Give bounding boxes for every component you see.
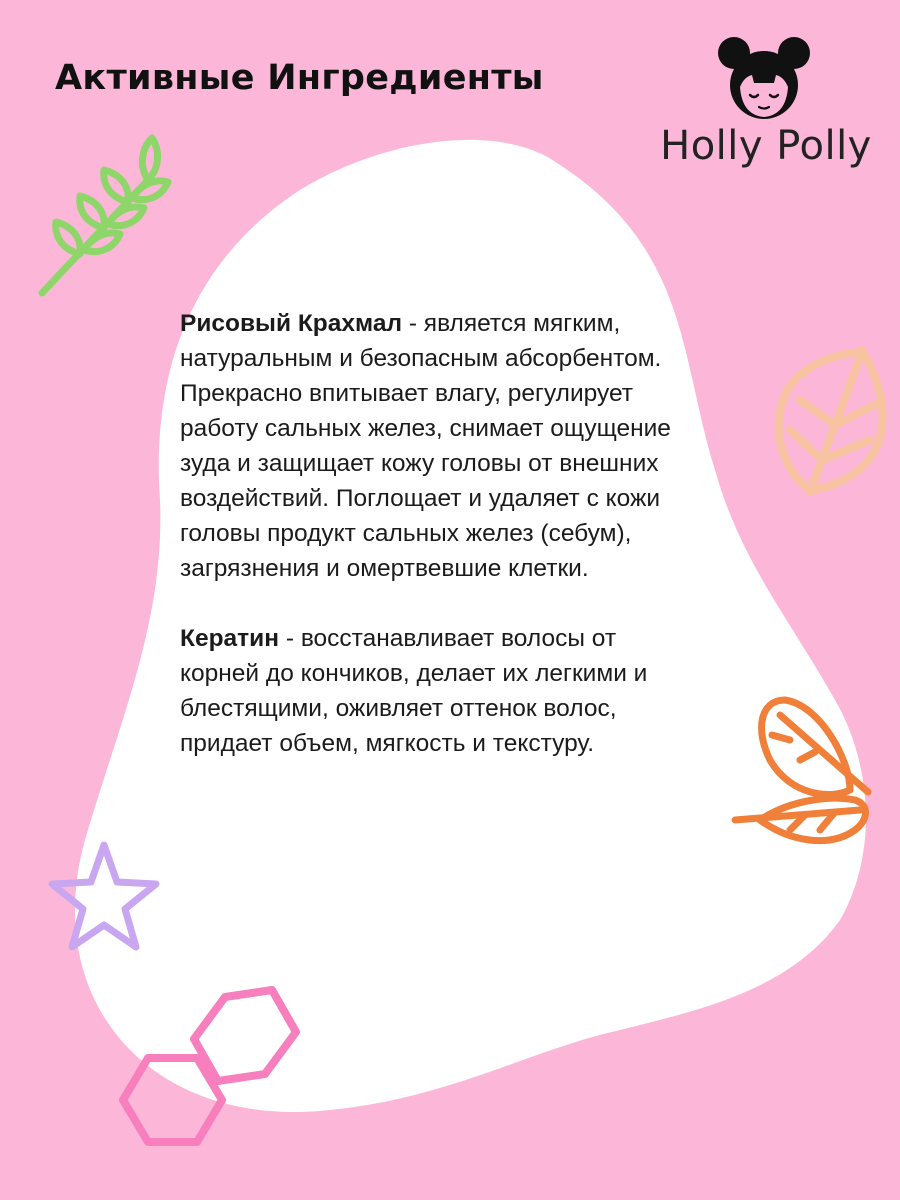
leaf-icon [779,350,883,492]
ingredient-name: Рисовый Крахмал [180,310,403,337]
star-icon [52,845,156,947]
ingredient-separator: - [402,310,424,337]
ingredient-name: Кератин [180,625,280,652]
hexagon-icon [123,990,296,1142]
ingredient-separator: - [279,625,301,652]
page-title: Активные Ингредиенты [55,58,544,98]
ingredient-description: является мягким, натуральным и безопасным абсорбентом. Прекрасно впитывает влагу, регулирует работу сальных желез, снимает ощущение зуда и защищает кожу головы от внешних воздействий. Поглощает и удаляет с кожи головы продукт сальных желез (себум), загрязнения и омертвевшие клетки. [180,310,671,582]
wheat-icon [42,138,168,293]
feather-icon [735,700,868,841]
brand-name: Holly Polly [660,123,872,169]
ingredient-description: восстанавливает волосы от корней до кончиков, делает их легкими и блестящими, оживляет оттенок волос, придает объем, мягкость и текстуру. [180,625,648,757]
